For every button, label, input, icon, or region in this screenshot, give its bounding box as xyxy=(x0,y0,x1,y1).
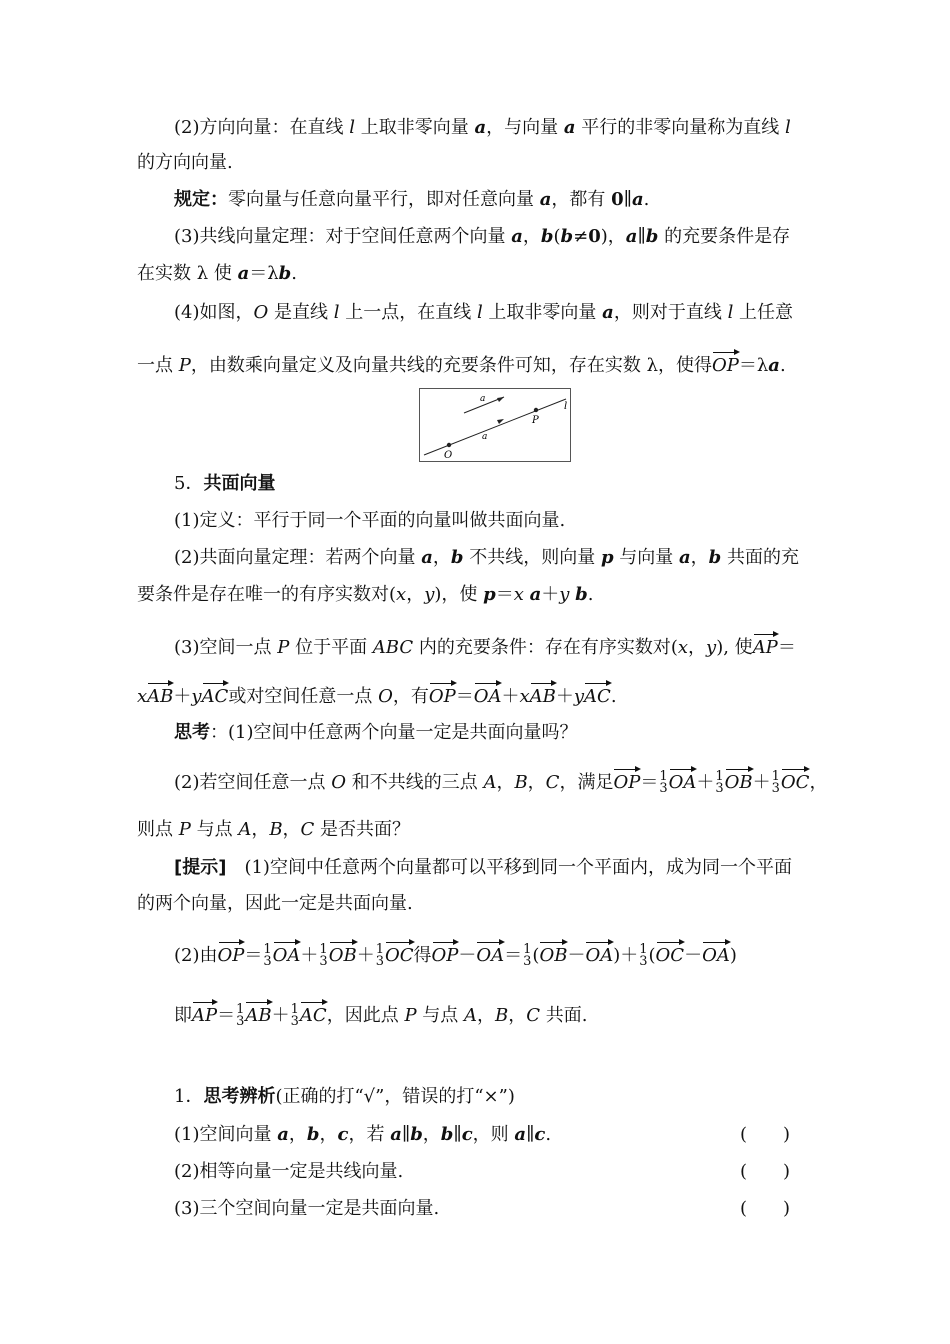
zero-vector: 0 xyxy=(611,189,624,210)
label-a-top: a xyxy=(480,394,486,404)
fraction-one-third xyxy=(772,771,780,795)
numerator: 1 xyxy=(715,769,724,784)
text: . xyxy=(643,189,650,210)
text: ，因此点 xyxy=(326,1005,405,1026)
vector-oa: OA xyxy=(273,940,301,969)
fraction-one-third xyxy=(639,944,647,968)
text: . xyxy=(610,686,617,707)
text: ， xyxy=(288,1124,307,1145)
point-a: A xyxy=(238,819,252,840)
vector-ac: AC xyxy=(584,681,611,710)
point-p: P xyxy=(277,637,290,658)
text: (2)共面向量定理：若两个向量 xyxy=(174,547,422,568)
text: 或对空间任意一点 xyxy=(228,686,379,707)
text: ，若 xyxy=(348,1124,391,1145)
vector-oa: OA xyxy=(702,940,730,969)
vector-a: a xyxy=(390,1124,402,1145)
text: ), 使 xyxy=(716,637,753,658)
text: ， xyxy=(282,819,301,840)
var-y: y xyxy=(559,584,570,605)
text: )，使 xyxy=(434,584,484,605)
vector-b: b xyxy=(306,1124,320,1145)
denominator: 3 xyxy=(263,954,272,969)
var-y: y xyxy=(706,637,717,658)
text: 内的充要条件：存在有序实数对( xyxy=(413,637,678,658)
vector-oc: OC xyxy=(656,940,685,969)
vector-a: a xyxy=(678,547,691,568)
point-c: C xyxy=(526,1005,541,1026)
text: ：(1)空间中任意两个向量一定是共面向量吗？ xyxy=(210,722,578,743)
text: 在实数 λ 使 xyxy=(137,263,238,284)
text: － xyxy=(567,945,586,966)
denominator: 3 xyxy=(236,1014,245,1029)
numerator: 1 xyxy=(263,942,272,957)
vector-op: OP xyxy=(712,350,739,379)
vector-b: b xyxy=(450,547,464,568)
fraction-one-third xyxy=(319,944,327,968)
fraction-one-third xyxy=(236,1004,244,1028)
point-p: P xyxy=(178,355,191,376)
text: ，则对于直线 xyxy=(613,302,728,323)
vector-ob: OB xyxy=(725,767,753,796)
line-l: l xyxy=(349,117,355,138)
line-vector-figure xyxy=(419,388,571,462)
vector-oa: OA xyxy=(474,681,502,710)
text: 则点 xyxy=(137,819,179,840)
vector-a: a xyxy=(632,189,644,210)
var-x: x xyxy=(677,637,689,658)
var-x: x xyxy=(519,686,530,707)
var-y: y xyxy=(573,686,585,707)
label-o: O xyxy=(444,450,453,461)
vector-ab: AB xyxy=(245,1000,271,1029)
think-question-2 xyxy=(174,767,827,796)
text: ， xyxy=(406,584,425,605)
section-number: 5． xyxy=(174,473,204,494)
text: ，由数乘向量定义及向量共线的充要条件可知，存在实数 λ，使得 xyxy=(190,355,712,376)
numerator: 1 xyxy=(236,1002,245,1017)
paragraph-direction-vector-cont: 的方向向量. xyxy=(137,152,233,173)
point-c: C xyxy=(545,772,560,793)
text: ＝ xyxy=(640,772,659,793)
plane-abc: ABC xyxy=(372,637,414,658)
think-question-1 xyxy=(174,720,578,746)
exercise-number: 1． xyxy=(174,1086,204,1107)
text: 不共线，则向量 xyxy=(463,547,601,568)
text: 要条件是存在唯一的有序实数对( xyxy=(137,584,397,605)
text: (4)如图， xyxy=(174,302,254,323)
parallel-symbol: ∥ xyxy=(453,1124,462,1145)
vector-a: a xyxy=(237,263,250,284)
text: 和不共线的三点 xyxy=(345,772,484,793)
text: ＋ xyxy=(501,686,520,707)
denominator: 3 xyxy=(523,954,532,969)
text: ，则 xyxy=(472,1124,515,1145)
vector-oa: OA xyxy=(585,940,613,969)
vector-ab: AB xyxy=(147,681,173,710)
text: 一点 xyxy=(137,355,179,376)
vector-a: a xyxy=(514,1124,527,1145)
text: 位于平面 xyxy=(289,637,373,658)
exercise-item-3: (3)三个空间向量一定是共面向量. xyxy=(174,1198,440,1219)
text: 是直线 xyxy=(268,302,334,323)
vector-oc: OC xyxy=(781,767,810,796)
text: ＝ xyxy=(217,1005,236,1026)
point-p-dot xyxy=(534,408,538,412)
hint-1 xyxy=(174,855,792,881)
text: ＋ xyxy=(173,686,192,707)
paragraph-coplanar-point xyxy=(174,632,796,661)
vector-ap: AP xyxy=(753,632,778,661)
vector-b: b xyxy=(708,547,722,568)
point-p: P xyxy=(404,1005,417,1026)
text: ＝ xyxy=(504,945,523,966)
text: ， xyxy=(496,772,515,793)
line-l-stroke xyxy=(424,399,566,455)
vector-c: c xyxy=(461,1124,473,1145)
text: ＋ xyxy=(620,945,639,966)
paragraph-direction-vector xyxy=(174,115,791,141)
vector-a: a xyxy=(539,189,552,210)
text: 上任意 xyxy=(733,302,794,323)
text: ， xyxy=(527,772,546,793)
text: ， xyxy=(809,772,828,793)
paragraph-line-point xyxy=(174,300,793,326)
vector-op: OP xyxy=(432,940,459,969)
numerator: 1 xyxy=(290,1002,299,1017)
var-y: y xyxy=(424,584,435,605)
text: . xyxy=(779,355,786,376)
text: ＝ xyxy=(777,637,796,658)
text: ＋ xyxy=(541,584,560,605)
text: 的充要条件是存 xyxy=(658,226,791,247)
text: ) xyxy=(729,945,737,966)
text: . xyxy=(291,263,297,284)
text: ＝ xyxy=(455,686,474,707)
text: 上取非零向量 xyxy=(482,302,603,323)
figure-svg xyxy=(420,389,570,461)
vector-b: b xyxy=(645,226,659,247)
think-question-2-cont xyxy=(137,817,410,843)
paragraph-rule xyxy=(174,187,649,213)
vector-a: a xyxy=(511,226,523,247)
numerator: 1 xyxy=(319,942,328,957)
vector-b: b xyxy=(575,584,588,605)
denominator: 3 xyxy=(319,954,328,969)
text: ＝ xyxy=(244,945,263,966)
section-title: 共面向量 xyxy=(203,473,276,494)
point-a: A xyxy=(464,1005,478,1026)
think-label: 思考 xyxy=(174,722,210,743)
vector-b: b xyxy=(278,263,292,284)
parallel-symbol: ∥ xyxy=(526,1124,535,1145)
text: ＝λ xyxy=(249,263,279,284)
vector-oc: OC xyxy=(385,940,414,969)
numerator: 1 xyxy=(771,769,780,784)
denominator: 3 xyxy=(639,954,648,969)
var-x: x xyxy=(513,584,524,605)
fraction-one-third xyxy=(715,771,723,795)
paragraph-collinear-theorem xyxy=(174,224,790,250)
paragraph-collinear-theorem-cont xyxy=(137,261,297,287)
fraction-one-third xyxy=(263,944,271,968)
line-l: l xyxy=(784,117,791,138)
point-a: A xyxy=(483,772,497,793)
vector-ac: AC xyxy=(202,681,229,710)
point-o-dot xyxy=(447,443,451,447)
denominator: 3 xyxy=(375,954,384,969)
vector-ob: OB xyxy=(539,940,567,969)
text: ， xyxy=(688,637,707,658)
rule-label: 规定： xyxy=(174,189,228,210)
text: ，都有 xyxy=(551,189,612,210)
point-o: O xyxy=(331,772,346,793)
vector-b: b xyxy=(440,1124,454,1145)
denominator: 3 xyxy=(659,781,668,796)
section-heading xyxy=(174,471,275,497)
text: 共面. xyxy=(540,1005,588,1026)
text: )， xyxy=(600,226,626,247)
hint-3 xyxy=(174,1000,587,1029)
vector-ob: OB xyxy=(329,940,357,969)
text: ， xyxy=(251,819,270,840)
vector-a: a xyxy=(421,547,433,568)
text: 零向量与任意向量平行，即对任意向量 xyxy=(228,189,540,210)
point-b: B xyxy=(495,1005,509,1026)
text: (2)若空间任意一点 xyxy=(174,772,332,793)
point-o: O xyxy=(253,302,269,323)
point-o: O xyxy=(378,686,393,707)
hint-label: [提示] xyxy=(174,857,227,878)
line-l: l xyxy=(476,302,483,323)
denominator: 3 xyxy=(771,781,780,796)
vector-a: a xyxy=(602,302,614,323)
vector-a: a xyxy=(563,117,576,138)
label-p: P xyxy=(532,415,539,426)
text: . xyxy=(545,1124,552,1145)
text: 得 xyxy=(413,945,432,966)
text: ( xyxy=(532,945,540,966)
vector-p: p xyxy=(483,584,496,605)
text: (1)空间向量 xyxy=(174,1124,278,1145)
text: ， xyxy=(477,1005,496,1026)
vector-c: c xyxy=(534,1124,546,1145)
label-a-mid: a xyxy=(482,432,488,442)
text: (1)空间中任意两个向量都可以平移到同一个平面内，成为同一个平面 xyxy=(226,857,792,878)
vector-a: a xyxy=(474,117,487,138)
text: ＋ xyxy=(271,1005,290,1026)
text: ≠ xyxy=(573,226,589,247)
exercise-item-2: (2)相等向量一定是共线向量. xyxy=(174,1161,404,1182)
exercise-heading xyxy=(174,1084,515,1110)
text: ＋ xyxy=(696,772,715,793)
text: － xyxy=(684,945,703,966)
line-l: l xyxy=(727,302,734,323)
text: (3)空间一点 xyxy=(174,637,278,658)
paragraph-coplanar-point-cont xyxy=(137,681,617,710)
vector-c: c xyxy=(337,1124,349,1145)
text: ＋ xyxy=(356,945,375,966)
vector-ap: AP xyxy=(192,1000,217,1029)
parallel-symbol: ∥ xyxy=(637,226,646,247)
var-x: x xyxy=(396,584,407,605)
point-c: C xyxy=(300,819,315,840)
vector-a: a xyxy=(529,584,542,605)
text: ，有 xyxy=(392,686,429,707)
text: 上取非零向量 xyxy=(354,117,475,138)
text: ， xyxy=(508,1005,527,1026)
var-x: x xyxy=(137,686,148,707)
zero-vector: 0 xyxy=(588,226,601,247)
vector-op: OP xyxy=(429,681,456,710)
fraction-one-third xyxy=(376,944,384,968)
point-p: P xyxy=(178,819,191,840)
hint-2 xyxy=(174,940,737,969)
hint-1-cont: 的两个向量，因此一定是共面向量. xyxy=(137,893,413,914)
point-b: B xyxy=(269,819,283,840)
vector-ac: AC xyxy=(300,1000,327,1029)
text: 平行的非零向量称为直线 xyxy=(575,117,785,138)
text: ( xyxy=(553,226,561,247)
text: 是否共面？ xyxy=(314,819,411,840)
vector-op: OP xyxy=(218,940,245,969)
text: 与向量 xyxy=(613,547,679,568)
text: ＋ xyxy=(752,772,771,793)
point-b: B xyxy=(514,772,528,793)
text: 上一点，在直线 xyxy=(339,302,477,323)
answer-bracket-3[interactable]: ( ) xyxy=(740,1198,791,1219)
answer-bracket-2[interactable]: ( ) xyxy=(740,1161,791,1182)
vector-p: p xyxy=(600,547,614,568)
answer-bracket-1[interactable]: ( ) xyxy=(740,1124,791,1145)
exercise-note: (正确的打“√”，错误的打“×”) xyxy=(275,1086,515,1107)
vector-op: OP xyxy=(613,767,640,796)
fraction-one-third xyxy=(291,1004,299,1028)
text: ， xyxy=(422,1124,441,1145)
text: ，满足 xyxy=(559,772,614,793)
fraction-one-third xyxy=(659,771,667,795)
vector-oa: OA xyxy=(669,767,697,796)
vector-ab: AB xyxy=(530,681,556,710)
text: 与点 xyxy=(416,1005,465,1026)
text: . xyxy=(587,584,594,605)
text: 共面的充 xyxy=(721,547,799,568)
text: － xyxy=(458,945,477,966)
vector-a: a xyxy=(625,226,638,247)
numerator: 1 xyxy=(659,769,668,784)
numerator: 1 xyxy=(375,942,384,957)
text: 即 xyxy=(174,1005,192,1026)
paragraph-coplanar-definition: (1)定义：平行于同一个平面的向量叫做共面向量. xyxy=(174,510,566,531)
text: ＝λ xyxy=(738,355,769,376)
vector-a: a xyxy=(768,355,780,376)
text: ， xyxy=(522,226,541,247)
text: 与点 xyxy=(190,819,239,840)
text: (2)方向向量：在直线 xyxy=(174,117,350,138)
text: ) xyxy=(613,945,621,966)
paragraph-coplanar-theorem-cont xyxy=(137,582,594,608)
text: ＋ xyxy=(555,686,574,707)
paragraph-coplanar-theorem xyxy=(174,545,799,571)
line-l: l xyxy=(333,302,340,323)
text: ＝ xyxy=(495,584,514,605)
vector-b: b xyxy=(560,226,574,247)
parallel-symbol: ∥ xyxy=(401,1124,411,1145)
text: ，与向量 xyxy=(486,117,564,138)
vector-b: b xyxy=(410,1124,423,1145)
numerator: 1 xyxy=(523,942,532,957)
label-l: l xyxy=(564,401,568,412)
text: (2)由 xyxy=(174,945,218,966)
fraction-one-third xyxy=(523,944,531,968)
vector-a: a xyxy=(277,1124,289,1145)
denominator: 3 xyxy=(715,781,724,796)
numerator: 1 xyxy=(639,942,648,957)
text: (3)共线向量定理：对于空间任意两个向量 xyxy=(174,226,512,247)
exercise-item-1 xyxy=(174,1122,551,1148)
vector-b: b xyxy=(540,226,554,247)
text: ， xyxy=(432,547,451,568)
text: ( xyxy=(648,945,656,966)
vector-oa: OA xyxy=(476,940,504,969)
denominator: 3 xyxy=(290,1014,299,1029)
var-y: y xyxy=(191,686,202,707)
exercise-title: 思考辨析 xyxy=(203,1086,276,1107)
text: ， xyxy=(319,1124,338,1145)
paragraph-line-point-cont xyxy=(137,350,786,379)
text: ＋ xyxy=(300,945,319,966)
parallel-symbol: ∥ xyxy=(623,189,632,210)
arrowhead xyxy=(497,397,504,402)
arrowhead xyxy=(497,419,504,424)
text: ， xyxy=(690,547,709,568)
